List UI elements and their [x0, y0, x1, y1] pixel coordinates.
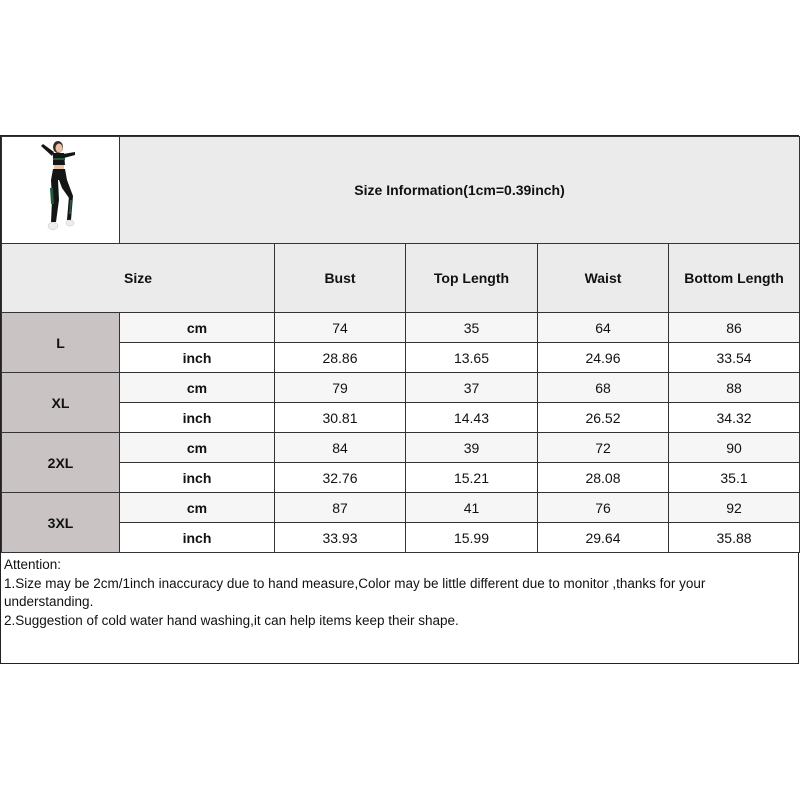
notes-line-1: 1.Size may be 2cm/1inch inaccuracy due to hand measure,Color may be little different due to monitor ,thanks for your understanding.: [4, 575, 706, 609]
table-cell: 33.54: [669, 343, 800, 373]
unit-cm: cm: [120, 493, 275, 523]
model-photo-cell: [2, 137, 120, 244]
notes-line-2: 2.Suggestion of cold water hand washing,it can help items keep their shape.: [4, 612, 459, 628]
size-table: [1, 136, 800, 553]
table-cell: 15.21: [406, 463, 538, 493]
unit-inch: inch: [120, 343, 275, 373]
table-cell: 32.76: [275, 463, 406, 493]
table-cell: 87: [275, 493, 406, 523]
table-cell: 39: [406, 433, 538, 463]
unit-inch: inch: [120, 523, 275, 553]
unit-cm: cm: [120, 313, 275, 343]
column-waist: Waist: [538, 244, 669, 313]
attention-notes: [4, 556, 794, 630]
size-label-2xl: 2XL: [2, 433, 120, 493]
table-cell: 68: [538, 373, 669, 403]
info-row: [2, 137, 800, 244]
table-cell: 28.86: [275, 343, 406, 373]
size-label-xl: XL: [2, 373, 120, 433]
size-label-l: L: [2, 313, 120, 373]
column-top-length: Top Length: [406, 244, 538, 313]
table-cell: 84: [275, 433, 406, 463]
table-cell: 64: [538, 313, 669, 343]
table-cell: 26.52: [538, 403, 669, 433]
table-cell: 33.93: [275, 523, 406, 553]
table-cell: 76: [538, 493, 669, 523]
table-cell: 90: [669, 433, 800, 463]
unit-inch: inch: [120, 463, 275, 493]
table-row: [2, 313, 800, 343]
size-heading: Size: [2, 244, 275, 313]
table-cell: 28.08: [538, 463, 669, 493]
table-cell: 92: [669, 493, 800, 523]
table-cell: 35.88: [669, 523, 800, 553]
size-information-title: Size Information(1cm=0.39inch): [120, 137, 800, 244]
table-cell: 37: [406, 373, 538, 403]
table-cell: 35.1: [669, 463, 800, 493]
table-row: [2, 493, 800, 523]
table-cell: 79: [275, 373, 406, 403]
table-row: [2, 463, 800, 493]
table-row: [2, 403, 800, 433]
table-row: [2, 433, 800, 463]
model-photo: [29, 138, 93, 242]
table-cell: 24.96: [538, 343, 669, 373]
unit-cm: cm: [120, 373, 275, 403]
unit-cm: cm: [120, 433, 275, 463]
table-row: [2, 373, 800, 403]
table-cell: 29.64: [538, 523, 669, 553]
table-cell: 74: [275, 313, 406, 343]
table-cell: 72: [538, 433, 669, 463]
table-row: [2, 523, 800, 553]
table-cell: 86: [669, 313, 800, 343]
notes-title: Attention:: [4, 557, 62, 572]
header-row: [2, 244, 800, 313]
column-bottom-length: Bottom Length: [669, 244, 800, 313]
column-bust: Bust: [275, 244, 406, 313]
table-cell: 13.65: [406, 343, 538, 373]
table-cell: 14.43: [406, 403, 538, 433]
size-label-3xl: 3XL: [2, 493, 120, 553]
table-cell: 88: [669, 373, 800, 403]
table-cell: 35: [406, 313, 538, 343]
table-row: [2, 343, 800, 373]
size-chart: [0, 135, 799, 664]
table-cell: 30.81: [275, 403, 406, 433]
table-cell: 41: [406, 493, 538, 523]
unit-inch: inch: [120, 403, 275, 433]
table-cell: 34.32: [669, 403, 800, 433]
table-cell: 15.99: [406, 523, 538, 553]
